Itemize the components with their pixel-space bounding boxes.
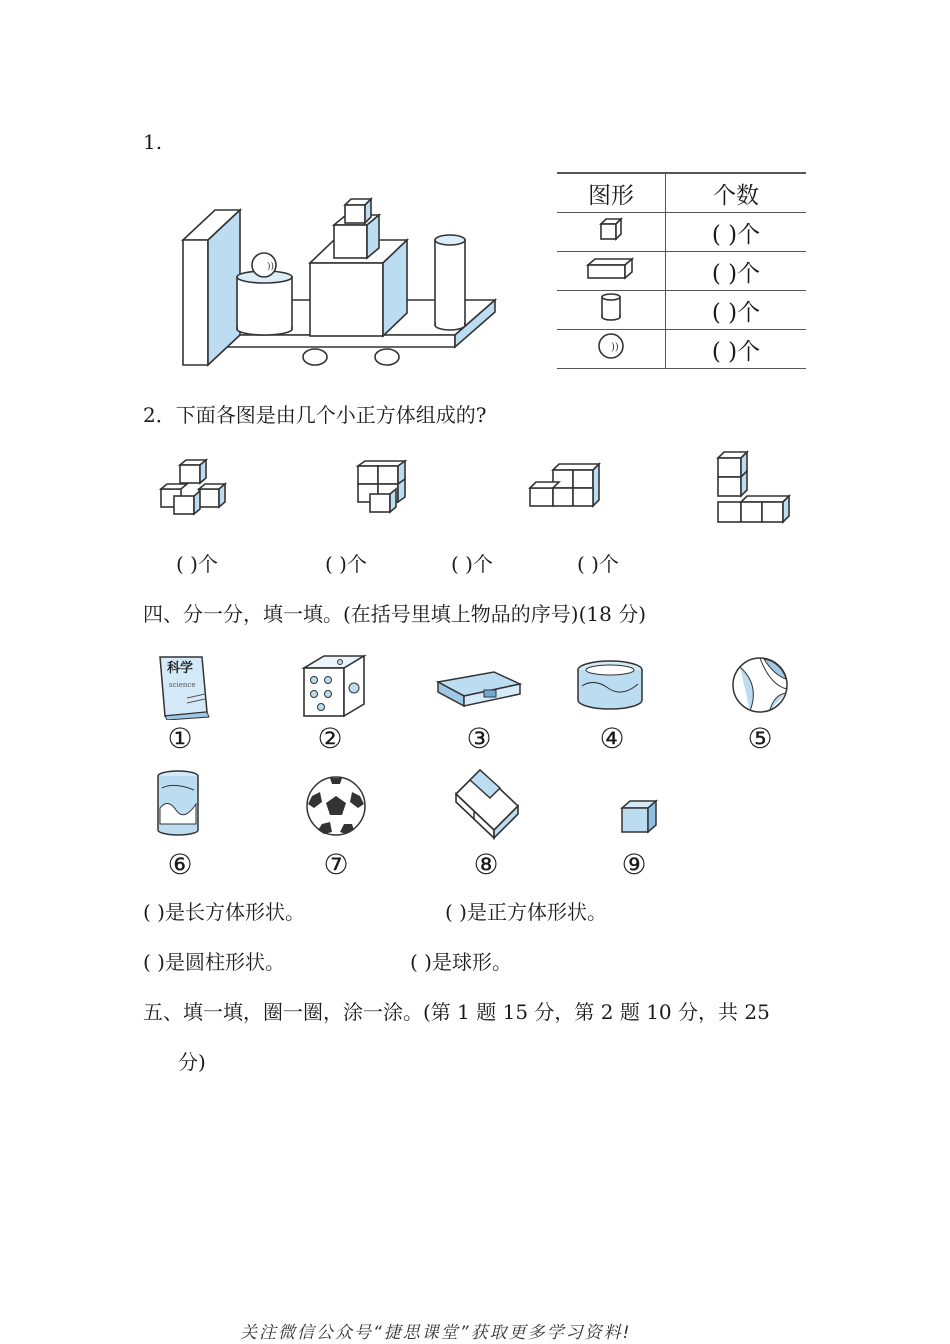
table-header-count: 个数 — [666, 174, 807, 213]
tin-can-image — [574, 658, 646, 714]
small-cube-image — [618, 798, 660, 836]
pencil-box-image — [434, 664, 524, 712]
sphere-icon — [596, 331, 626, 361]
fill-cube[interactable]: ( )是正方体形状。 — [445, 900, 607, 924]
item-label-2: ② — [317, 722, 343, 755]
cylinder-icon — [598, 292, 624, 322]
table-header-shape: 图形 — [557, 174, 666, 213]
item-label-9: ⑨ — [621, 848, 647, 881]
table-row — [557, 252, 806, 291]
item-label-6: ⑥ — [167, 848, 193, 881]
cube-figure-4 — [713, 448, 803, 530]
count-blank[interactable]: ( )个 — [666, 330, 807, 369]
book-subtitle: science — [169, 681, 196, 689]
count-blank[interactable]: ( )个 — [666, 213, 807, 252]
svg-text:)): )) — [611, 342, 619, 353]
svg-text:)): )) — [267, 262, 275, 272]
table-row — [557, 330, 806, 369]
section-4-title: 四、分一分，填一填。(在括号里填上物品的序号)(18 分) — [143, 602, 647, 626]
fill-sphere[interactable]: ( )是球形。 — [410, 950, 512, 974]
dice-image — [300, 652, 368, 720]
item-label-1: ① — [167, 722, 193, 755]
cube-figure-2 — [355, 458, 415, 520]
cuboid-icon — [585, 255, 637, 281]
book-image — [157, 654, 211, 720]
item-label-4: ④ — [599, 722, 625, 755]
question-2-title: 2．下面各图是由几个小正方体组成的? — [143, 403, 487, 427]
eraser-image — [452, 766, 524, 840]
count-blank[interactable]: ( )个 — [666, 291, 807, 330]
cube-figure-1 — [158, 458, 238, 520]
fill-cuboid[interactable]: ( )是长方体形状。 — [143, 900, 305, 924]
item-label-3: ③ — [466, 722, 492, 755]
table-row — [557, 291, 806, 330]
q2-answer-4[interactable]: ( )个 — [577, 552, 619, 576]
q2-answer-3[interactable]: ( )个 — [451, 552, 493, 576]
section-5-title-cont: 分) — [178, 1050, 206, 1074]
q2-answer-1[interactable]: ( )个 — [176, 552, 218, 576]
item-label-5: ⑤ — [747, 722, 773, 755]
fill-cylinder[interactable]: ( )是圆柱形状。 — [143, 950, 285, 974]
book-title: 科学 — [167, 661, 194, 676]
item-label-7: ⑦ — [323, 848, 349, 881]
ball-image — [730, 655, 790, 715]
question-1-number: 1. — [143, 130, 163, 154]
count-blank[interactable]: ( )个 — [666, 252, 807, 291]
table-row — [557, 213, 806, 252]
canister-image — [154, 768, 202, 840]
section-5-title: 五、填一填，圈一圈，涂一涂。(第 1 题 15 分，第 2 题 10 分，共 25 — [143, 1000, 770, 1024]
soccer-ball-image — [304, 774, 368, 838]
footer-note: 关注微信公众号“捷思课堂”获取更多学习资料! — [240, 1323, 632, 1343]
item-label-8: ⑧ — [473, 848, 499, 881]
q2-answer-2[interactable]: ( )个 — [325, 552, 367, 576]
cube-icon — [596, 216, 626, 242]
cube-figure-3 — [527, 460, 609, 520]
shape-count-table — [557, 172, 806, 369]
q1-shapes-illustration — [175, 195, 505, 370]
